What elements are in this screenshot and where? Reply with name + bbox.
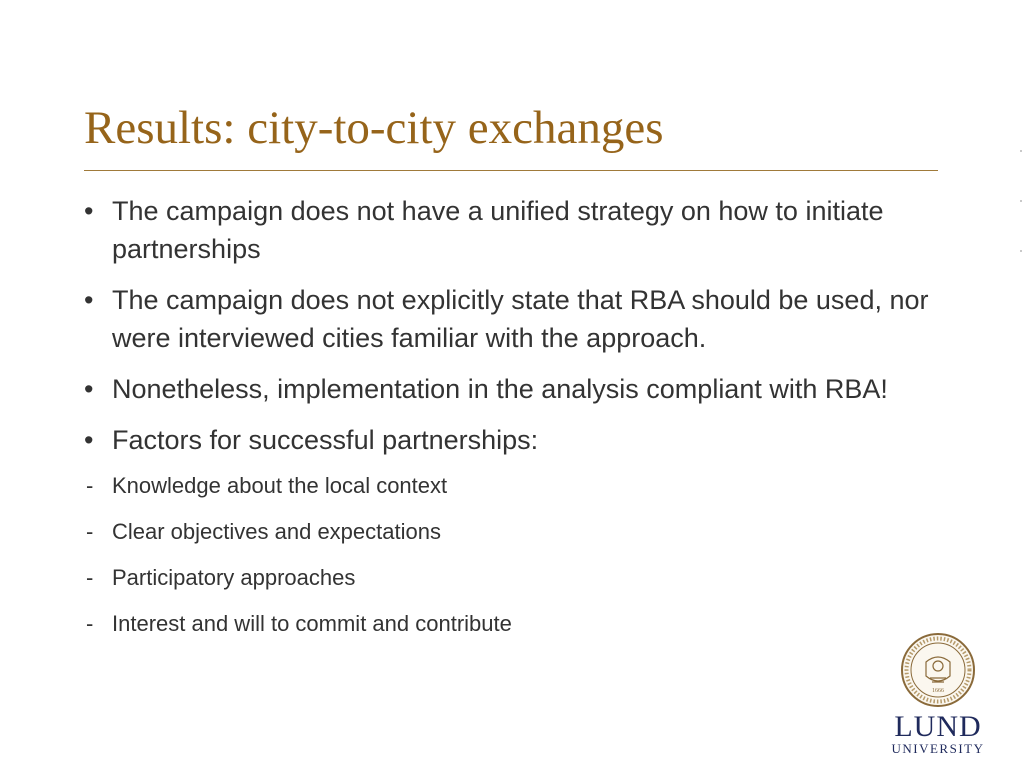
bullet-item	[84, 192, 934, 268]
bullet-marker: •	[84, 425, 94, 455]
sub-item	[84, 564, 934, 592]
dash-marker: -	[86, 611, 94, 636]
dash-marker: -	[86, 565, 94, 590]
edge-mark	[1020, 250, 1022, 252]
dash-marker: -	[86, 473, 94, 498]
sub-item-text: Knowledge about the local context	[112, 473, 448, 498]
bullet-item	[84, 370, 934, 408]
bullet-text: Nonetheless, implementation in the analysis compliant with RBA!	[112, 374, 888, 404]
logo-wordmark: LUND	[894, 710, 982, 743]
university-seal-icon	[900, 632, 976, 708]
edge-mark	[1020, 150, 1022, 152]
bullet-text: The campaign does not have a unified strategy on how to initiate partnerships	[112, 196, 884, 264]
bullet-item	[84, 281, 934, 357]
sub-item-text: Clear objectives and expectations	[112, 519, 441, 544]
bullet-text: Factors for successful partnerships:	[112, 425, 539, 455]
title-divider	[84, 170, 938, 171]
sub-item-text: Participatory approaches	[112, 565, 356, 590]
lund-university-logo	[890, 632, 986, 756]
logo-subtitle: UNIVERSITY	[891, 741, 985, 756]
bullet-item	[84, 421, 934, 459]
sub-item	[84, 472, 934, 500]
svg-text:1666: 1666	[932, 688, 944, 694]
slide-title: Results: city-to-city exchanges	[84, 102, 664, 154]
bullet-marker: •	[84, 196, 94, 226]
dash-marker: -	[86, 519, 94, 544]
sub-item-text: Interest and will to commit and contribute	[112, 611, 512, 636]
bullet-text: The campaign does not explicitly state that RBA should be used, nor were interviewed cities familiar with the approach.	[112, 285, 929, 353]
sub-item	[84, 518, 934, 546]
sub-item	[84, 610, 934, 638]
edge-mark	[1020, 200, 1022, 202]
bullet-list	[84, 192, 934, 656]
bullet-marker: •	[84, 374, 94, 404]
bullet-marker: •	[84, 285, 94, 315]
